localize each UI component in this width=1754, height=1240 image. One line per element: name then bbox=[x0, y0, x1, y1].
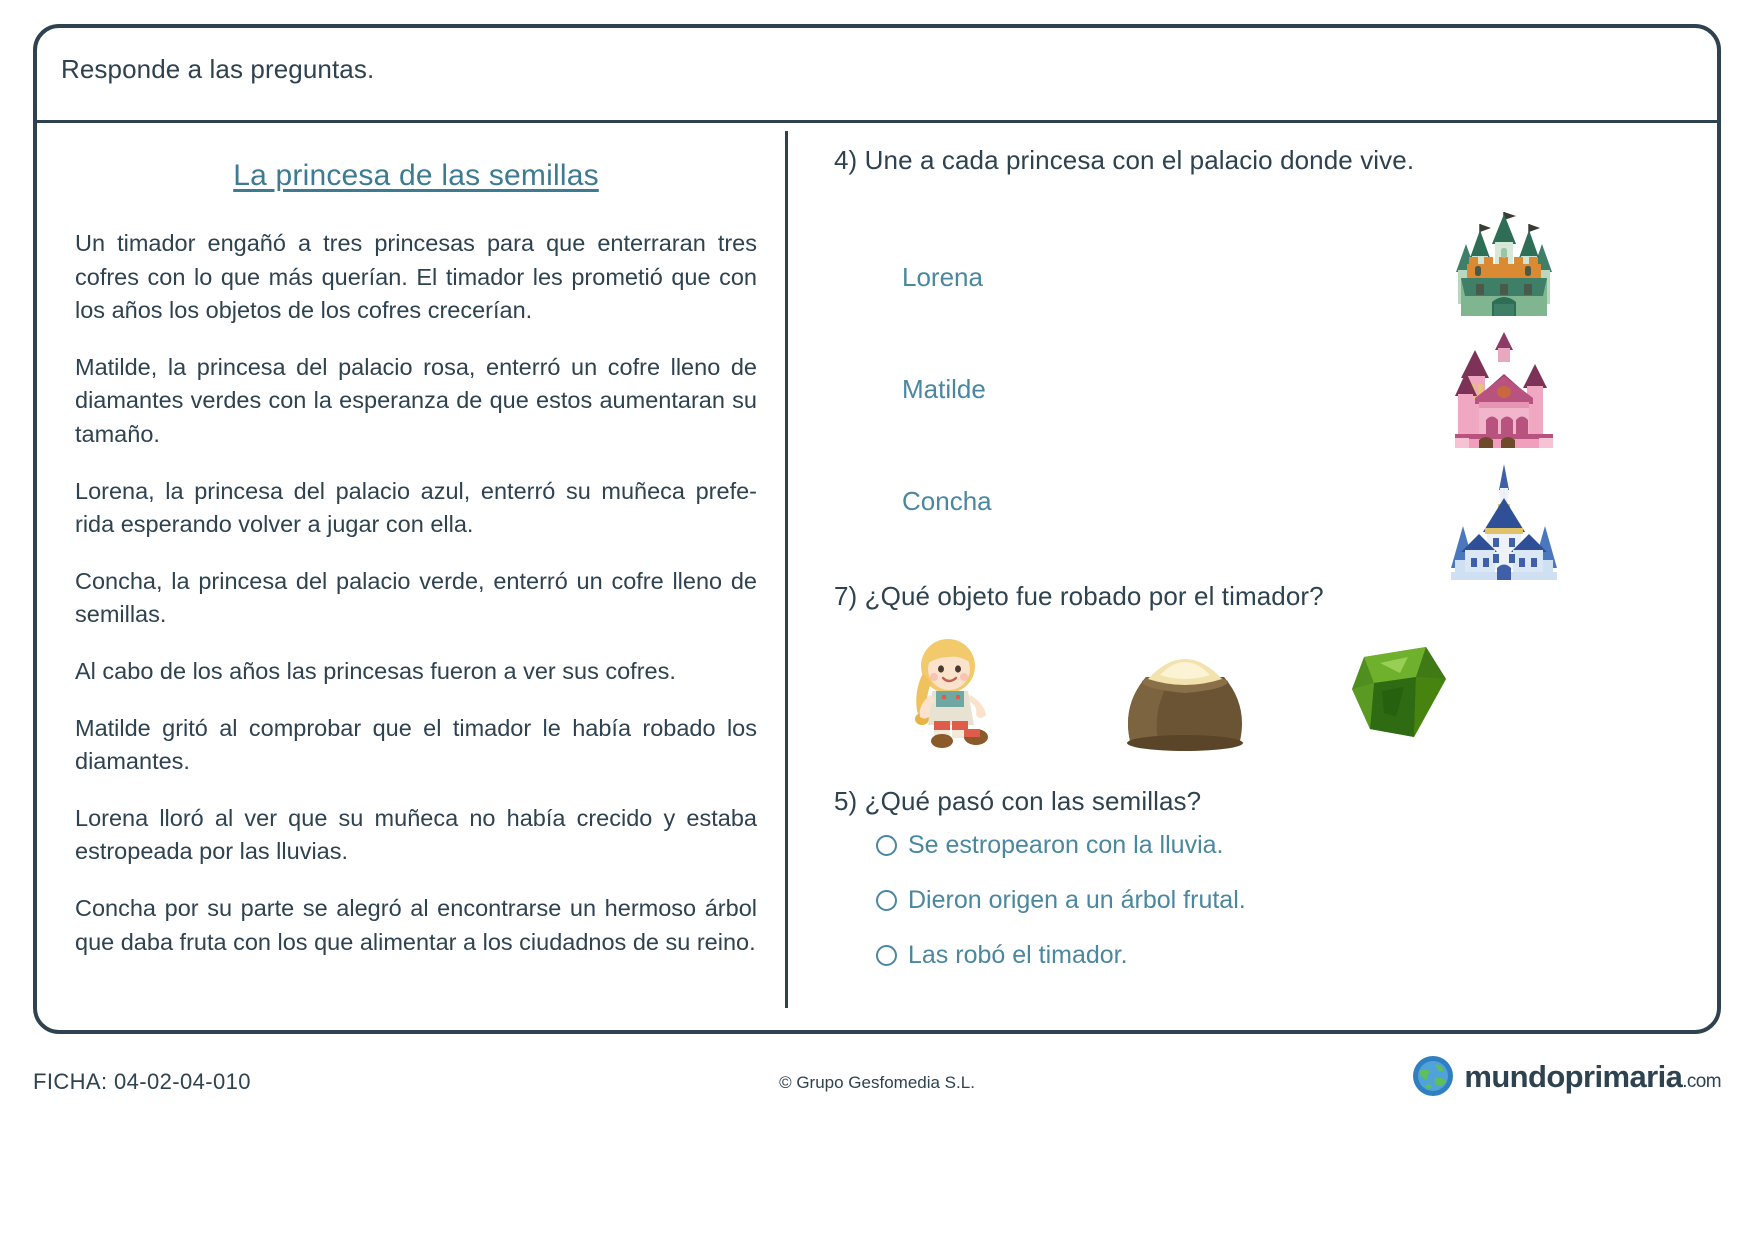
story-paragraph: Concha por su parte se alegró al encontrarse un hermoso árbol que daba fruta con los que alimentar a los ciudadnos de su reino. bbox=[75, 894, 757, 955]
globe-icon bbox=[1412, 1055, 1454, 1097]
seeds-sack-image[interactable] bbox=[1100, 633, 1260, 758]
question-5 bbox=[834, 786, 1697, 970]
green-gem-icon bbox=[1330, 633, 1470, 753]
mundoprimaria-logo[interactable] bbox=[1412, 1055, 1721, 1097]
story-paragraph: Lorena, la princesa del palacio azul, enterró su muñeca prefe-rida esperando volver a jugar con ella. bbox=[75, 477, 757, 538]
question-5-options bbox=[876, 831, 1697, 970]
logo-suffix: .com bbox=[1682, 1070, 1721, 1092]
story-paragraph: Al cabo de los años las princesas fueron a ver sus cofres. bbox=[75, 657, 676, 684]
story-paragraph: Matilde gritó al comprobar que el timador le había robado los diamantes. bbox=[75, 714, 757, 775]
story-paragraph: Matilde, la princesa del palacio rosa, enterró un cofre lleno de diamantes verdes con la esperanza de que estos aumentaran su tamaño. bbox=[75, 353, 757, 447]
doll-image[interactable] bbox=[880, 633, 1040, 758]
object-choices bbox=[880, 628, 1697, 758]
question-4-heading: 4) Une a cada princesa con el palacio donde vive. bbox=[834, 145, 1415, 175]
ficha-code: FICHA: 04-02-04-010 bbox=[33, 1069, 251, 1094]
matching-exercise bbox=[834, 186, 1697, 581]
match-name-matilde[interactable]: Matilde bbox=[902, 374, 986, 404]
blue-castle-icon bbox=[1439, 460, 1569, 584]
option-label: Las robó el timador. bbox=[908, 941, 1128, 969]
pink-castle[interactable] bbox=[1439, 330, 1569, 454]
copyright-text: © Grupo Gesfomedia S.L. bbox=[779, 1073, 975, 1092]
doll-icon bbox=[890, 633, 1030, 753]
princess-name-list bbox=[902, 264, 1142, 600]
radio-circle-icon[interactable] bbox=[876, 945, 897, 966]
question-7 bbox=[834, 581, 1697, 758]
story-paragraph: Concha, la princesa del palacio verde, enterró un cofre lleno de semillas. bbox=[75, 567, 757, 628]
worksheet-columns bbox=[37, 123, 1717, 1030]
question-4 bbox=[834, 145, 1697, 581]
question-7-heading: 7) ¿Qué objeto fue robado por el timador? bbox=[834, 581, 1324, 611]
story-paragraph: Lorena lloró al ver que su muñeca no había crecido y estaba estropeada por las lluvias. bbox=[75, 804, 757, 865]
match-name-lorena[interactable]: Lorena bbox=[902, 262, 983, 292]
question-5-heading: 5) ¿Qué pasó con las semillas? bbox=[834, 786, 1202, 816]
option-label: Dieron origen a un árbol frutal. bbox=[908, 886, 1246, 914]
option-row[interactable] bbox=[876, 886, 1697, 915]
instruction-text: Responde a las preguntas. bbox=[61, 54, 375, 84]
green-castle-icon bbox=[1439, 200, 1569, 324]
reading-passage-column bbox=[37, 123, 785, 1030]
radio-circle-icon[interactable] bbox=[876, 835, 897, 856]
logo-name: mundoprimaria bbox=[1464, 1058, 1683, 1094]
green-gem-image[interactable] bbox=[1320, 633, 1480, 758]
page-footer bbox=[33, 1055, 1721, 1125]
match-name-concha[interactable]: Concha bbox=[902, 486, 992, 516]
pink-castle-icon bbox=[1439, 330, 1569, 454]
blue-castle[interactable] bbox=[1439, 460, 1569, 584]
radio-circle-icon[interactable] bbox=[876, 890, 897, 911]
worksheet-sheet bbox=[33, 24, 1721, 1034]
story-paragraph: Un timador engañó a tres princesas para que enterraran tres cofres con lo que más querían. El timador les prometió que con los años los objetos de los cofres crecerían. bbox=[75, 230, 757, 324]
green-castle[interactable] bbox=[1439, 200, 1569, 324]
option-label: Se estropearon con la lluvia. bbox=[908, 831, 1224, 859]
castle-list bbox=[1439, 200, 1569, 590]
instruction-bar bbox=[37, 28, 1717, 123]
logo-wordmark bbox=[1464, 1058, 1721, 1094]
option-row[interactable] bbox=[876, 831, 1697, 860]
story-body bbox=[75, 227, 757, 959]
story-title: La princesa de las semillas bbox=[233, 159, 599, 192]
questions-column bbox=[788, 123, 1717, 1030]
seeds-sack-icon bbox=[1100, 633, 1270, 753]
option-row[interactable] bbox=[876, 941, 1697, 970]
